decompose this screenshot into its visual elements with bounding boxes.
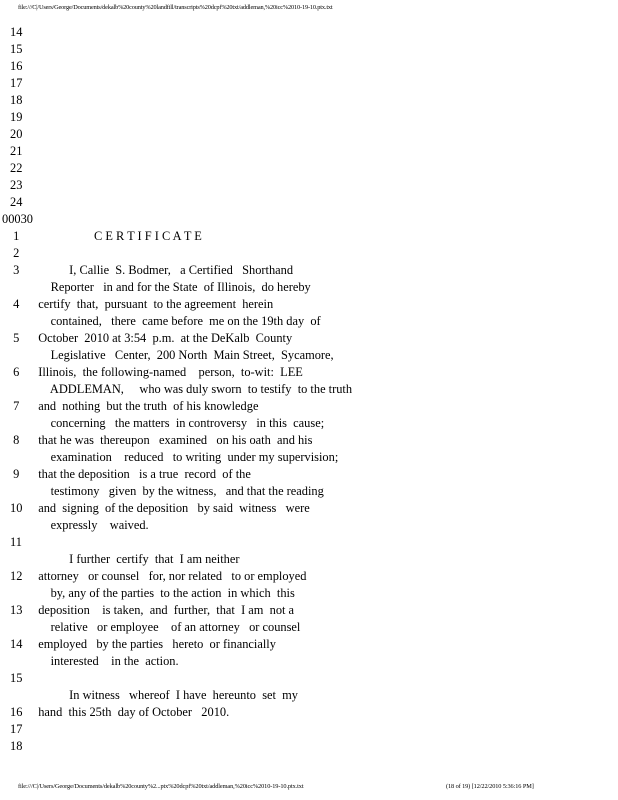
line-number: 16	[10, 59, 23, 73]
line-text: expressly waived.	[32, 518, 149, 532]
footer-file-path: file:///C|/Users/George/Documents/dekalb%20county%2...ptx%20dcpf%20txt/addleman,%20icc%2010-19-10.ptx.txt	[18, 783, 304, 790]
line-number: 18	[10, 93, 23, 107]
line-number: 11	[10, 535, 22, 549]
transcript-line	[10, 75, 352, 92]
line-number: 15	[10, 671, 23, 685]
line-number: 10	[10, 501, 23, 515]
transcript-line	[10, 534, 352, 551]
line-text: by, any of the parties to the action in which this	[32, 586, 295, 600]
line-number: 18	[10, 739, 23, 753]
transcript-line	[10, 24, 352, 41]
transcript-line	[10, 619, 352, 636]
transcript-line	[10, 279, 352, 296]
transcript-line	[10, 58, 352, 75]
line-number: 17	[10, 722, 23, 736]
transcript-line	[2, 211, 352, 228]
line-number: 9	[10, 467, 20, 481]
transcript-line	[10, 92, 352, 109]
transcript-line	[10, 177, 352, 194]
line-text: hand this 25th day of October 2010.	[32, 705, 230, 719]
line-number: 19	[10, 110, 23, 124]
transcript-line	[10, 41, 352, 58]
transcript-line	[10, 466, 352, 483]
transcript-line	[10, 585, 352, 602]
line-number: 6	[10, 365, 20, 379]
transcript-line	[10, 160, 352, 177]
transcript-line	[10, 262, 352, 279]
transcript-line	[10, 704, 352, 721]
line-number: 20	[10, 127, 23, 141]
line-text: that the deposition is a true record of the	[32, 467, 251, 481]
transcript-line	[10, 313, 352, 330]
transcript-body	[2, 24, 353, 755]
footer-page-info: (18 of 19) [12/22/2010 5:36:16 PM]	[446, 783, 534, 790]
transcript-line	[10, 398, 352, 415]
transcript-line	[10, 517, 352, 534]
line-text: interested in the action.	[32, 654, 179, 668]
line-text: I further certify that I am neither	[32, 552, 240, 566]
line-text: I, Callie S. Bodmer, a Certified Shorthand	[32, 263, 294, 277]
transcript-line	[10, 143, 352, 160]
transcript-line	[10, 364, 352, 381]
transcript-line	[10, 347, 352, 364]
line-text: October 2010 at 3:54 p.m. at the DeKalb County	[32, 331, 293, 345]
line-text: examination reduced to writing under my supervision;	[32, 450, 339, 464]
transcript-line	[10, 330, 352, 347]
line-text: deposition is taken, and further, that I am not a	[32, 603, 295, 617]
line-number: 24	[10, 195, 23, 209]
line-text: employed by the parties hereto or financially	[32, 637, 276, 651]
transcript-line	[10, 296, 352, 313]
line-text: relative or employee of an attorney or counsel	[32, 620, 301, 634]
line-number: 8	[10, 433, 20, 447]
line-text: that he was thereupon examined on his oath and his	[32, 433, 313, 447]
line-number: 3	[10, 263, 20, 277]
transcript-line	[10, 432, 352, 449]
transcript-line	[10, 687, 352, 704]
line-number: 22	[10, 161, 23, 175]
line-number: 00030	[2, 212, 33, 226]
transcript-line	[10, 245, 352, 262]
line-number: 16	[10, 705, 23, 719]
line-number: 2	[10, 246, 20, 260]
transcript-line	[10, 126, 352, 143]
line-text: attorney or counsel for, nor related to or employed	[32, 569, 307, 583]
line-text: C E R T I F I C A T E	[32, 229, 202, 243]
transcript-line	[10, 551, 352, 568]
line-text: Legislative Center, 200 North Main Street, Sycamore,	[32, 348, 334, 362]
line-number: 4	[10, 297, 20, 311]
transcript-line	[10, 636, 352, 653]
line-number: 13	[10, 603, 23, 617]
transcript-line	[10, 449, 352, 466]
line-number: 14	[10, 25, 23, 39]
transcript-line	[10, 194, 352, 211]
line-number: 12	[10, 569, 23, 583]
line-number: 23	[10, 178, 23, 192]
transcript-line	[10, 721, 352, 738]
line-text: In witness whereof I have hereunto set my	[32, 688, 298, 702]
line-number: 14	[10, 637, 23, 651]
transcript-line	[10, 670, 352, 687]
line-text: Illinois, the following-named person, to-wit: LEE	[32, 365, 303, 379]
transcript-line	[10, 483, 352, 500]
line-number: 15	[10, 42, 23, 56]
line-text: contained, there came before me on the 19th day of	[32, 314, 321, 328]
line-number: 1	[10, 229, 20, 243]
line-number: 21	[10, 144, 23, 158]
transcript-line	[10, 653, 352, 670]
transcript-line	[10, 381, 352, 398]
line-text: and signing of the deposition by said witness were	[32, 501, 310, 515]
line-number: 17	[10, 76, 23, 90]
line-number: 5	[10, 331, 20, 345]
line-text: certify that, pursuant to the agreement herein	[32, 297, 274, 311]
file-path-header: file:///C|/Users/George/Documents/dekalb%20county%20landfill/transcripts%20dcpf%20txt/addleman,%20icc%2010-19-10.ptx.txt	[18, 4, 333, 11]
line-text: Reporter in and for the State of Illinois, do hereby	[32, 280, 311, 294]
transcript-line	[10, 109, 352, 126]
transcript-line	[10, 500, 352, 517]
line-text: ADDLEMAN, who was duly sworn to testify to the truth	[32, 382, 353, 396]
transcript-line	[10, 738, 352, 755]
line-text: and nothing but the truth of his knowledge	[32, 399, 259, 413]
transcript-line	[10, 568, 352, 585]
line-text: testimony given by the witness, and that the reading	[32, 484, 324, 498]
transcript-line	[10, 415, 352, 432]
line-text: concerning the matters in controversy in this cause;	[32, 416, 325, 430]
transcript-line	[10, 228, 352, 245]
line-number: 7	[10, 399, 20, 413]
transcript-line	[10, 602, 352, 619]
